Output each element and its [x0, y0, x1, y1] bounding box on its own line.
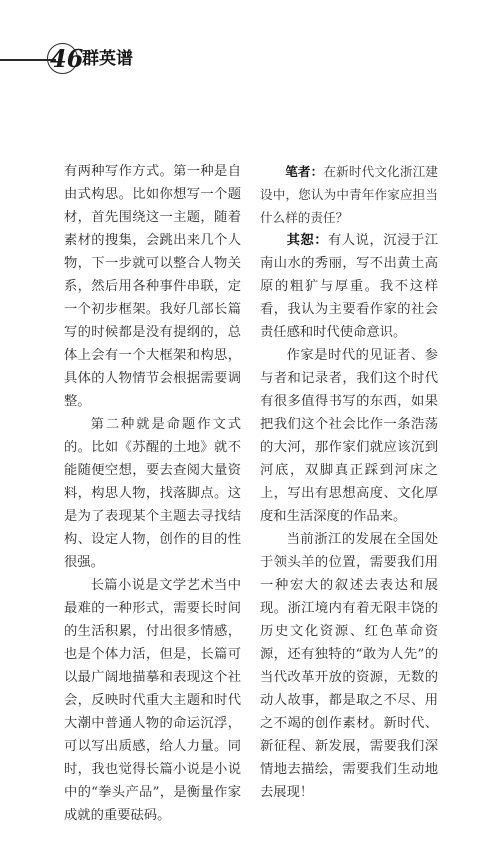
column-title: 群英谱: [82, 49, 133, 69]
right-column: [260, 160, 438, 804]
paragraph-continued: 有两种写作方式。第一种是自由式构思。比如你想写一个题材，首先围绕这一主题，随着素材的搜集，会跳出来几个人物，下一步就可以整合人物关系，然后用各种事件串联，定一个初步框架。我好几部长篇写的时候都是没有提纲的，总体上会有一个大框架和构思，具体的人物情节会根据需要调整。: [64, 164, 241, 409]
paragraph: 长篇小说是文学艺术当中最难的一种形式，需要长时间的生活积累，付出很多情感，也是个体力活，但是，长篇可以最广阔地描摹和表现这个社会，反映时代重大主题和时代大潮中普通人物的命运沉浮，可以写出质感，给人力量。同时，我也觉得长篇小说是小说中的“拳头产品”，是衡量作家成就的重要砝码。: [64, 578, 241, 823]
paragraph: 第二种就是命题作文式的。比如《苏醒的土地》就不能随便空想，要去查阅大量资料，构思人物，找落脚点。这是为了表现某个主题去寻找结构、设定人物，创作的目的性很强。: [64, 417, 241, 570]
interviewer-question: [260, 160, 438, 229]
interviewee-label: 其恕：: [286, 233, 329, 248]
answer-text: 有人说，沉浸于江南山水的秀丽，写不出黄土高原的粗犷与厚重。我不这样看，我认为主要看作家的社会责任感和时代使命意识。: [260, 233, 439, 340]
page-number: 46: [50, 44, 84, 73]
interviewee-answer: [260, 229, 438, 344]
paragraph: 当前浙江的发展在全国处于领头羊的位置，需要我们用一种宏大的叙述去表达和展现。浙江境内有着无限丰饶的历史文化资源、红色革命资源，还有独特的“敢为人先”的当代改革开放的资源，无数的动人故事，都是取之不尽、用之不竭的创作素材。新时代、新征程、新发展，需要我们深情地去描绘，需要我们生动地去展现！: [260, 532, 438, 800]
left-column: [64, 160, 241, 827]
paragraph: 作家是时代的见证者、参与者和记录者，我们这个时代有很多值得书写的东西，如果把我们这个社会比作一条浩荡的大河，那作家们就应该沉到河底，双脚真正踩到河床之上，写出有思想高度、文化厚度和生活深度的作品来。: [260, 348, 438, 524]
page-header: [0, 42, 480, 78]
question-text: 在新时代文化浙江建设中，您认为中青年作家应担当什么样的责任？: [260, 164, 439, 225]
interviewer-label: 笔者：: [285, 164, 324, 179]
